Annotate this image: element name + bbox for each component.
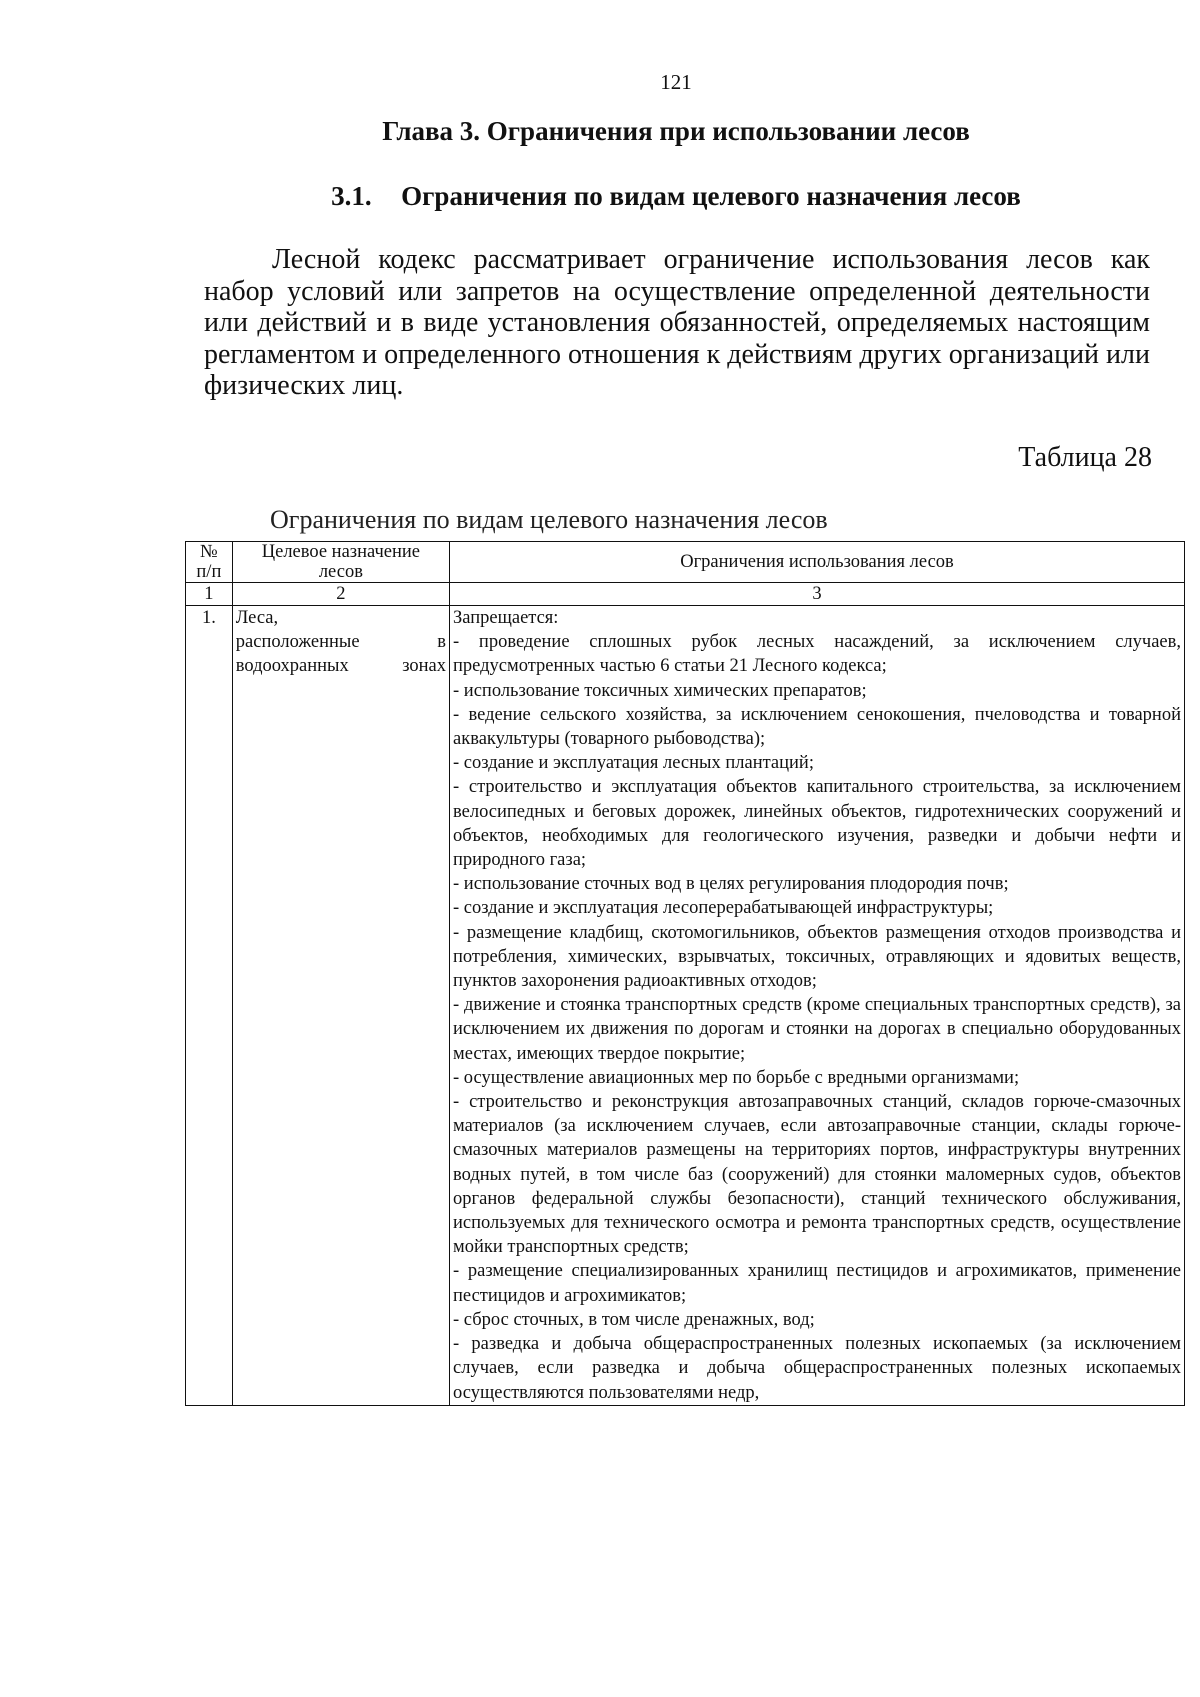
purpose-line: Леса, [235,608,279,628]
restriction-item: - движение и стоянка транспортных средств (кроме специальных транспортных средств), за исключением их движения по дорогам и стоянки на дорогах в специально оборудованных местах, имеющих твердое покрытие; [453,995,1181,1064]
row-number: 1. [186,606,233,1406]
section-title [0,181,1200,212]
restriction-item: - размещение специализированных хранилищ пестицидов и агрохимикатов, применение пестицидов и агрохимикатов; [453,1261,1181,1306]
table-caption: Ограничения по видам целевого назначения лесов [270,505,828,534]
header-num [186,542,233,583]
restriction-item: - строительство и реконструкция автозаправочных станций, складов горюче-смазочных материалов (за исключением случаев, если автозаправочные станции, склады горюче-смазочных материалов размещены на территориях портов, инфраструктуры внутренних водных путей, в том числе баз (сооружений) для стоянки маломерных судов, объектов органов федеральной службы безопасности), станций технического обслуживания, используемых для технического осмотра и ремонта транспортных средств, осуществление мойки транспортных средств; [453,1092,1181,1258]
column-number: 3 [450,583,1185,606]
purpose-line: водоохранных зонах [235,656,447,677]
chapter-title: Глава 3. Ограничения при использовании лесов [382,116,970,146]
section-number: 3.1. [331,181,372,211]
restriction-item: - сброс сточных, в том числе дренажных, вод; [453,1309,815,1330]
row-purpose [232,606,449,1406]
table-label: Таблица 28 [1018,442,1152,473]
header-purpose-line: Целевое назначение [261,542,421,562]
column-number: 2 [232,583,449,606]
restriction-item: - использование токсичных химических препаратов; [453,680,867,701]
restrictions-table [185,541,1185,1406]
restriction-item: - разведка и добыча общераспространенных полезных ископаемых (за исключением случаев, если разведка и добыча общераспространенных полезных ископаемых осуществляются пользователями недр, [453,1334,1181,1403]
purpose-line: расположенные в [235,632,447,653]
column-number: 1 [186,583,233,606]
restriction-item: - осуществление авиационных мер по борьбе с вредными организмами; [453,1067,1020,1088]
table-header-row [186,542,1185,583]
section-title-text: Ограничения по видам целевого назначения лесов [401,181,1021,211]
table-row [186,606,1185,1406]
restriction-item: - размещение кладбищ, скотомогильников, объектов размещения отходов производства и потребления, химических, взрывчатых, токсичных, отравляющих и ядовитых веществ, пунктов захоронения радиоактивных отходов; [453,922,1181,992]
row-restrictions [450,606,1185,1406]
header-purpose [232,542,449,583]
page-number: 121 [660,70,692,94]
restriction-item: - ведение сельского хозяйства, за исключением сенокошения, пчеловодства и товарной аквакультуры (товарного рыбоводства); [453,704,1181,750]
restriction-item: - использование сточных вод в целях регулирования плодородия почв; [453,874,1009,895]
restriction-item: - создание и эксплуатация лесных плантаций; [453,753,814,774]
header-num-line: п/п [196,562,222,582]
intro-paragraph: Лесной кодекс рассматривает ограничение использования лесов как набор условий или запретов на осуществление определенной деятельности или действий и в виде установления обязанностей, определяемых настоящим регламентом и определенного отношения к действиям других организаций или физических лиц. [204,244,1150,401]
header-num-line: № [200,542,218,562]
restriction-item: - проведение сплошных рубок лесных насаждений, за исключением случаев, предусмотренных частью 6 статьи 21 Лесного кодекса; [453,632,1181,677]
header-purpose-line: лесов [318,562,363,582]
header-restrictions: Ограничения использования лесов [450,542,1185,583]
restriction-item: - строительство и эксплуатация объектов капитального строительства, за исключением велосипедных и беговых дорожек, линейных объектов, гидротехнических сооружений и объектов, необходимых для геологического изучения, разведки и добычи нефти и природного газа; [453,777,1181,871]
column-number-row [186,583,1185,606]
restrictions-lead: Запрещается: [453,608,559,628]
restriction-item: - создание и эксплуатация лесоперерабатывающей инфраструктуры; [453,898,994,919]
